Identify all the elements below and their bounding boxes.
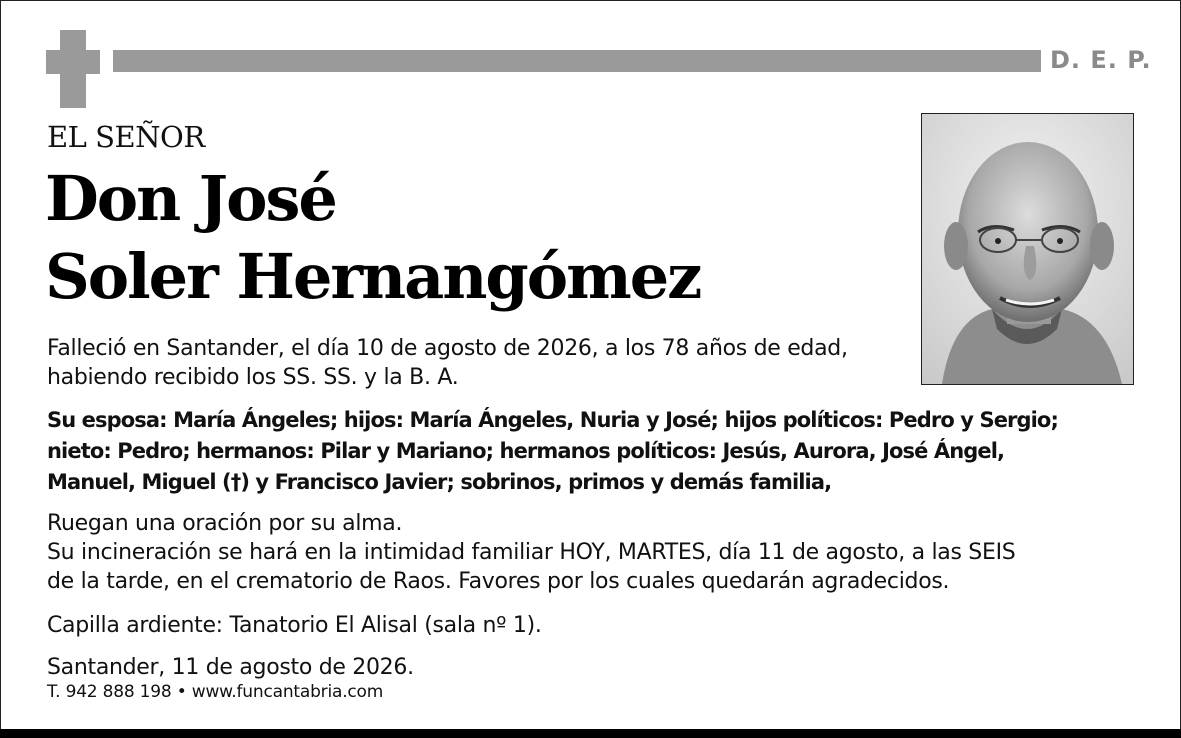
- death-line-2: habiendo recibido los SS. SS. y la B. A.: [47, 365, 459, 390]
- service-line-3: de la tarde, en el crematorio de Raos. Favores por los cuales quedarán agradecidos.: [47, 569, 950, 594]
- death-line-1: Falleció en Santander, el día 10 de agosto de 2026, a los 78 años de edad,: [47, 336, 848, 361]
- service-line-1: Ruegan una oración por su alma.: [47, 511, 403, 536]
- death-notice: [47, 334, 848, 392]
- dep-label: D. E. P.: [1050, 46, 1152, 74]
- deceased-name: [45, 160, 700, 316]
- service-line-2: Su incineración se hará en la intimidad familiar HOY, MARTES, día 11 de agosto, a las SEIS: [47, 540, 1016, 565]
- honorific: EL SEÑOR: [47, 120, 205, 154]
- service-info: [47, 509, 1015, 596]
- chapel-info: Capilla ardiente: Tanatorio El Alisal (sala nº 1).: [47, 613, 542, 638]
- cross-icon: [46, 30, 100, 108]
- portrait-photo: [921, 113, 1134, 385]
- family-line-2: nieto: Pedro; hermanos: Pilar y Mariano; hermanos políticos: Jesús, Aurora, José Ángel,: [47, 439, 1005, 463]
- family-line-3: Manuel, Miguel (†) y Francisco Javier; sobrinos, primos y demás familia,: [47, 470, 832, 494]
- header-rule: [113, 50, 1041, 72]
- family-line-1: Su esposa: María Ángeles; hijos: María Ángeles, Nuria y José; hijos políticos: Pedro y Sergio;: [47, 408, 1058, 432]
- name-line-1: Don José: [45, 162, 336, 235]
- bottom-border: [0, 729, 1181, 738]
- family-list: [47, 405, 1058, 498]
- place-date: Santander, 11 de agosto de 2026.: [47, 655, 414, 680]
- contact-info: T. 942 888 198 • www.funcantabria.com: [47, 682, 384, 702]
- name-line-2: Soler Hernangómez: [45, 240, 701, 313]
